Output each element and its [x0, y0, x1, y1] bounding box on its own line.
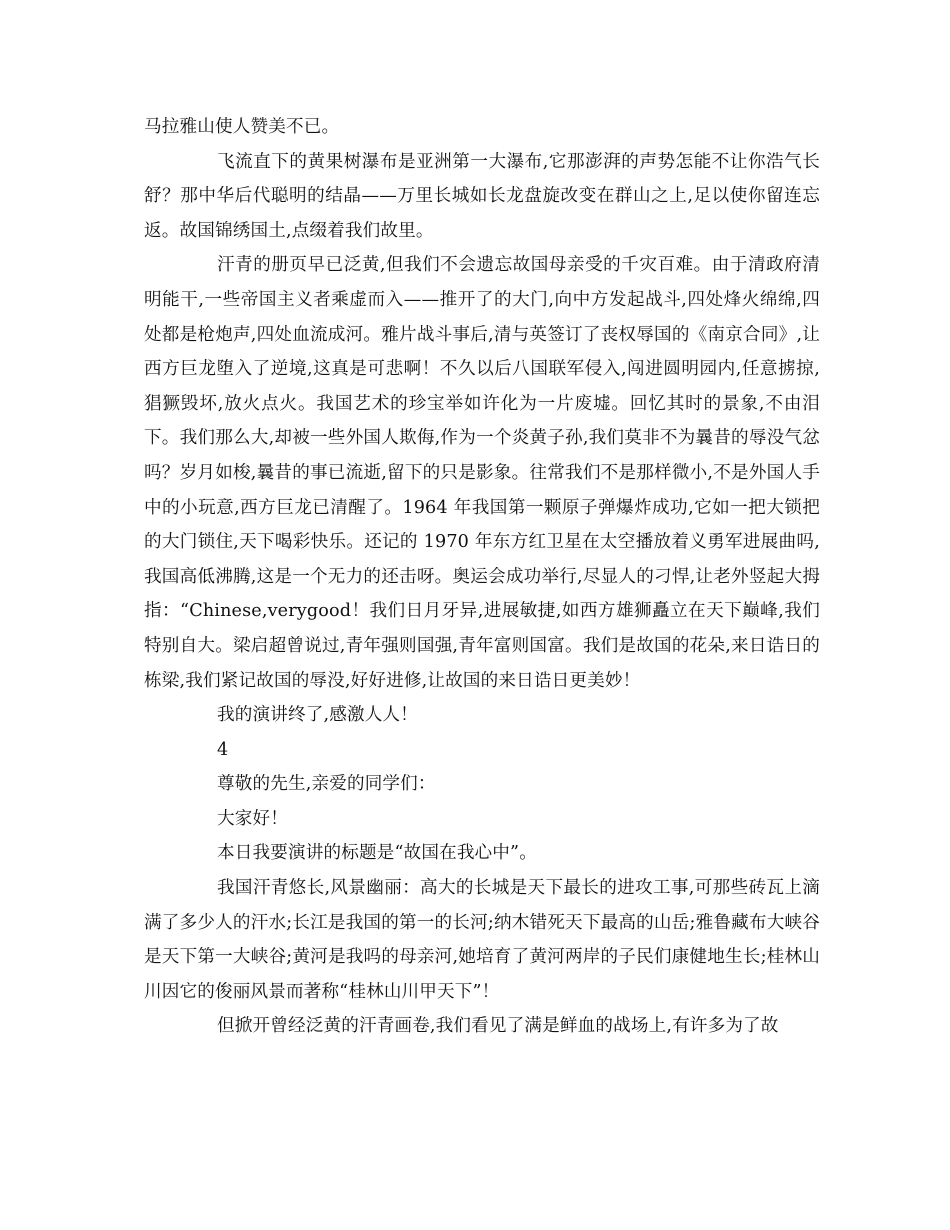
section-number: 4	[217, 739, 229, 760]
paragraph-1: 马拉雅山使人赞美不已。	[144, 117, 340, 137]
greeting: 大家好！	[217, 808, 288, 829]
paragraph-4: 我的演讲终了,感激人人！	[217, 705, 418, 726]
paragraph-10: 但掀开曾经泛黄的汗青画卷,我们看见了满是鲜血的战场上,有许多为了故	[217, 1016, 779, 1037]
paragraph-3: 汗青的册页早已泛黄,但我们不会遗忘故国母亲受的千灾百难。由于清政府清明能干,一些帝国主义者乘虚而入——推开了的大门,向中方发起战斗,四处烽火绵绵,四处都是枪炮声,四处血流成河。雅片战斗事后,清与英签订了丧权辱国的《南京合同》,让西方巨龙堕入了逆境,这真是可悲啊！不久以后八国联军侵入,闯进圆明园内,任意掳掠,猖獗毁坏,放火点火。我国艺术的珍宝举如许化为一片废墟。回忆其时的景象,不由泪下。我们那么大,却被一些外国人欺侮,作为一个炎黄子孙,我们莫非不为曩昔的辱没气忿吗？岁月如梭,曩昔的事已流逝,留下的只是影象。往常我们不是那样微小,不是外国人手中的小玩意,西方巨龙已清醒了。1964 年我国第一颗原子弹爆炸成功,它如一把大锁把的大门锁住,天下喝彩快乐。还记的 1970 年东方红卫星在太空播放着义勇军进展曲吗,我国高低沸腾,这是一个无力的还击呀。奥运会成功举行,尽显人的刁悍,让老外竖起大拇指：“Chinese,verygood！我们日月牙异,进展敏捷,如西方雄狮矗立在天下巅峰,我们特别自大。梁启超曾说过,青年强则国强,青年富则国富。我们是故国的花朵,来日诰日的栋梁,我们紧记故国的辱没,好好进修,让故国的来日诰日更美妙！	[144, 255, 820, 691]
paragraph-2: 飞流直下的黄果树瀑布是亚洲第一大瀑布,它那澎湃的声势怎能不让你浩气长舒？那中华后代聪明的结晶——万里长城如长龙盘旋改变在群山之上,足以使你留连忘返。故国锦绣国土,点缀着我们故里。	[144, 151, 820, 241]
document-body	[144, 110, 820, 1044]
paragraph-9: 我国汗青悠长,风景幽丽：高大的长城是天下最长的进攻工事,可那些砖瓦上滴满了多少人的汗水;长江是我国的第一的长河;纳木错死天下最高的山岳;雅鲁藏布大峡谷是天下第一大峡谷;黄河是我吗的母亲河,她培育了黄河两岸的子民们康健地生长;桂林山川因它的俊丽风景而著称“桂林山川甲天下”！	[144, 878, 820, 1002]
salutation: 尊敬的先生,亲爱的同学们：	[217, 774, 436, 795]
speech-title-line: 本日我要演讲的标题是“故国在我心中”。	[217, 843, 537, 864]
